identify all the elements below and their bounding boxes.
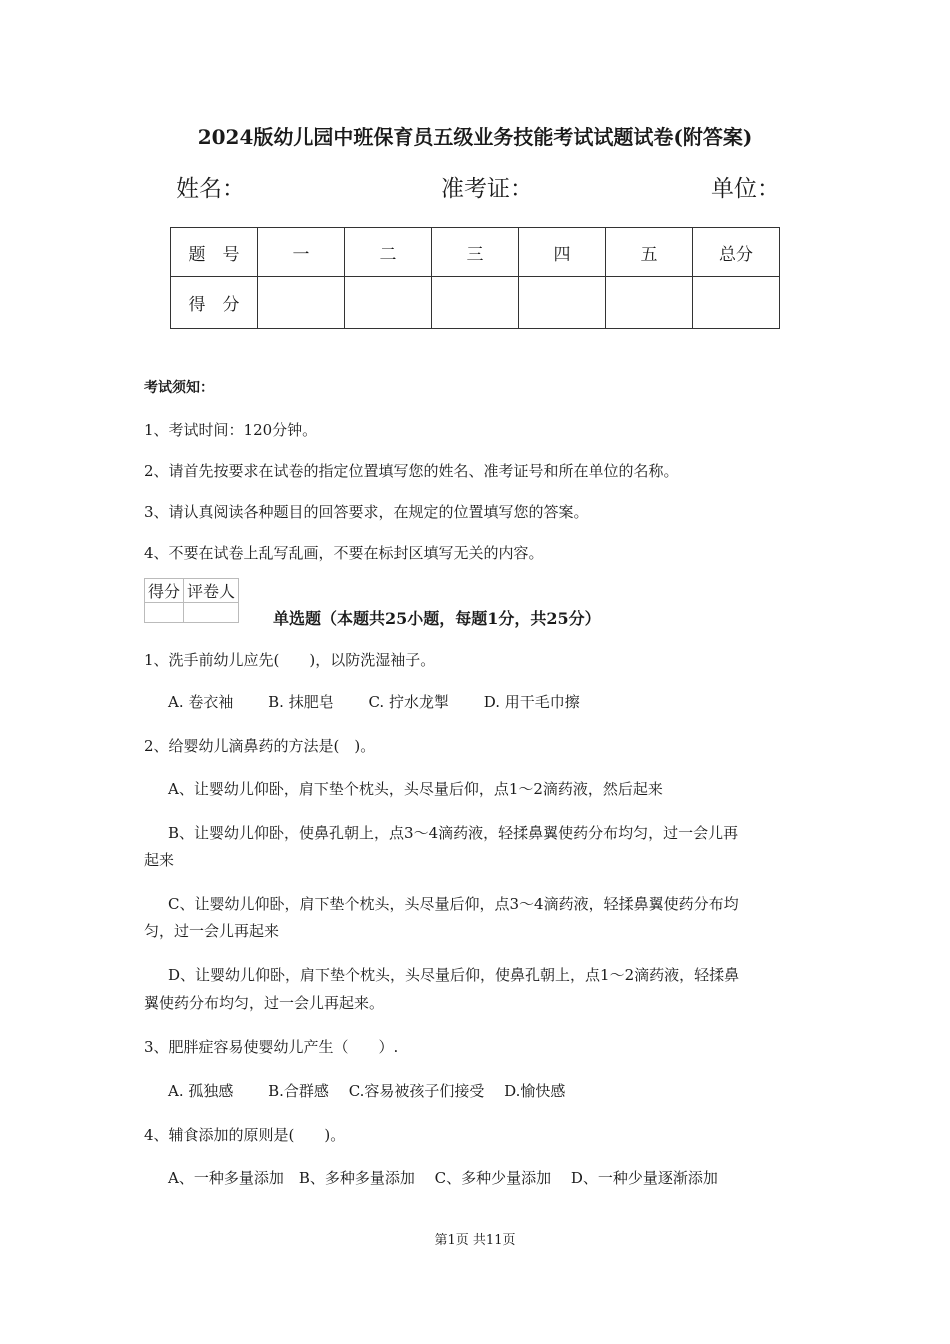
question-stem: 3、肥胖症容易使婴幼儿产生（ ）. [144,1038,399,1056]
question-options: A. 卷衣袖 B. 抹肥皂 C. 拧水龙掣 D. 用干毛巾擦 [168,693,580,711]
score-cell[interactable] [432,277,519,329]
notice-item: 3、请认真阅读各种题目的回答要求，在规定的位置填写您的答案。 [144,503,589,521]
grader-score-cell[interactable] [145,603,184,623]
question-option: B、让婴幼儿仰卧，使鼻孔朝上，点3～4滴药液，轻揉鼻翼使药分布均匀，过一会儿再 [168,824,739,842]
score-cell[interactable] [345,277,432,329]
document-title: 2024版幼儿园中班保育员五级业务技能考试试题试卷(附答案) [197,125,753,149]
score-header-cell: 一 [258,228,345,277]
grader-score-label: 得分 [145,579,184,603]
grader-reviewer-label: 评卷人 [184,579,239,603]
question-options: A、一种多量添加 B、多种多量添加 C、多种少量添加 D、一种少量逐渐添加 [168,1169,718,1187]
question-option: C、让婴幼儿仰卧，肩下垫个枕头，头尽量后仰，点3～4滴药液，轻揉鼻翼使药分布均 [168,895,739,913]
score-header-cell: 题 号 [171,228,258,277]
score-cell[interactable] [693,277,780,329]
score-header-cell: 二 [345,228,432,277]
name-field-label: 姓名： [176,176,245,202]
score-header-cell: 五 [606,228,693,277]
page-footer: 第1页 共11页 [434,1233,516,1248]
question-stem: 1、洗手前幼儿应先( )，以防洗湿袖子。 [144,651,436,669]
score-table [170,227,780,329]
question-option-continued: 匀，过一会儿再起来 [144,922,280,940]
question-stem: 4、辅食添加的原则是( )。 [144,1126,346,1144]
score-cell[interactable] [258,277,345,329]
grader-box [144,578,239,623]
question-option-continued: 翼使药分布均匀，过一会儿再起来。 [144,994,385,1012]
exam-id-field-label: 准考证： [441,176,533,202]
question-stem: 2、给婴幼儿滴鼻药的方法是( )。 [144,737,376,755]
score-header-cell: 四 [519,228,606,277]
notice-item: 2、请首先按要求在试卷的指定位置填写您的姓名、准考证号和所在单位的名称。 [144,462,679,480]
unit-field-label: 单位： [711,176,780,202]
score-table-score-row [171,277,780,329]
question-option-continued: 起来 [144,851,175,869]
score-header-cell: 总分 [693,228,780,277]
notice-item: 1、考试时间：120分钟。 [144,421,318,439]
section-title: 单选题（本题共25小题，每题1分，共25分） [273,609,601,628]
question-option: D、让婴幼儿仰卧，肩下垫个枕头，头尽量后仰，使鼻孔朝上，点1～2滴药液，轻揉鼻 [168,966,740,984]
question-options: A. 孤独感 B.合群感 C.容易被孩子们接受 D.愉快感 [168,1082,566,1100]
score-cell[interactable] [606,277,693,329]
score-row-label: 得 分 [171,277,258,329]
score-cell[interactable] [519,277,606,329]
score-header-cell: 三 [432,228,519,277]
notice-heading: 考试须知： [144,380,214,396]
grader-reviewer-cell[interactable] [184,603,239,623]
notice-item: 4、不要在试卷上乱写乱画，不要在标封区填写无关的内容。 [144,544,544,562]
score-table-header-row [171,228,780,277]
question-option: A、让婴幼儿仰卧，肩下垫个枕头，头尽量后仰，点1～2滴药液，然后起来 [168,780,663,798]
